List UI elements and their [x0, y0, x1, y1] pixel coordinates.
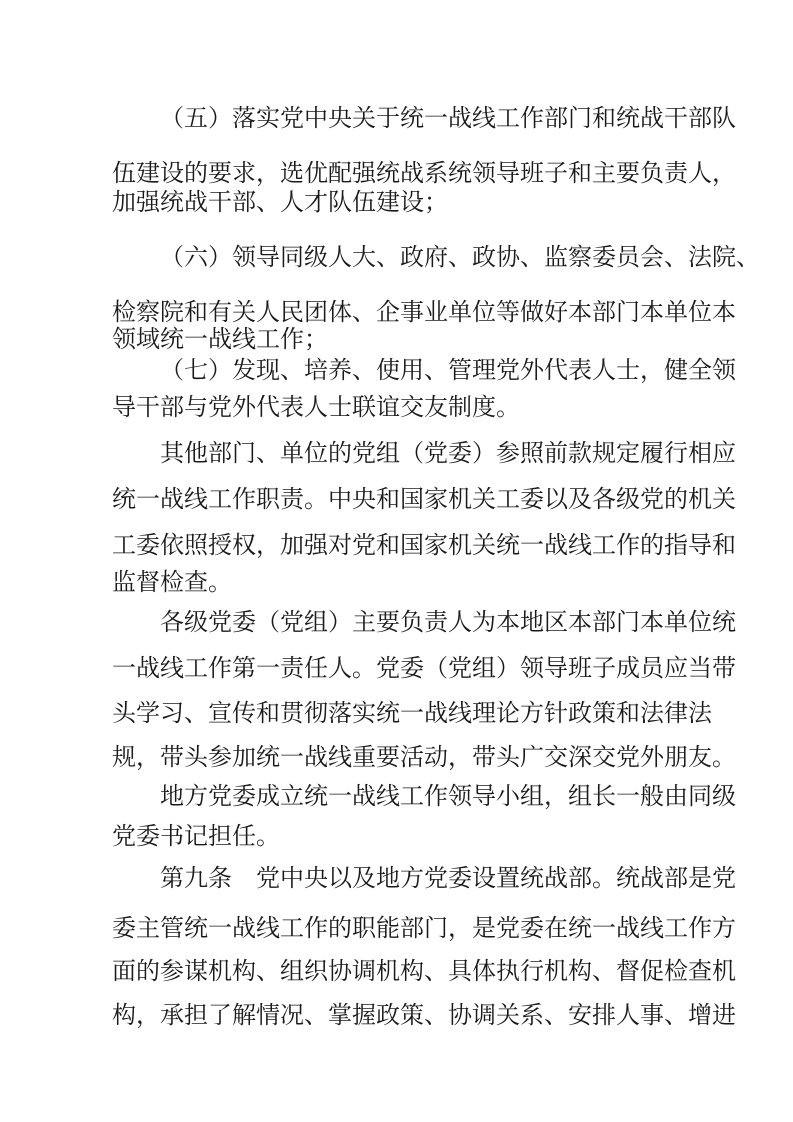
- text-line: 第九条 党中央以及地方党委设置统战部。统战部是党: [160, 864, 736, 892]
- text-line: 检察院和有关人民团体、企事业单位等做好本部门本单位本: [112, 298, 736, 326]
- text-line: 工委依照授权，加强对党和国家机关统一战线工作的指导和: [112, 531, 736, 559]
- text-line: 导干部与党外代表人士联谊交友制度。: [112, 393, 520, 421]
- text-line: 头学习、宣传和贯彻落实统一战线理论方针政策和法律法: [112, 699, 712, 727]
- text-line: 地方党委成立统一战线工作领导小组，组长一般由同级: [160, 782, 736, 810]
- text-line: 统一战线工作职责。中央和国家机关工委以及各级党的机关: [112, 485, 736, 513]
- text-line: 党委书记担任。: [112, 822, 280, 850]
- text-line: （七）发现、培养、使用、管理党外代表人士，健全领: [160, 356, 736, 384]
- text-line: 监督检查。: [112, 568, 232, 596]
- text-line: 面的参谋机构、组织协调机构、具体执行机构、督促检查机: [112, 957, 736, 985]
- text-line: 构，承担了解情况、掌握政策、协调关系、安排人事、增进: [112, 1001, 736, 1029]
- text-line: 规，带头参加统一战线重要活动，带头广交深交党外朋友。: [112, 743, 736, 771]
- text-line: 领域统一战线工作；: [112, 325, 328, 353]
- text-line: 委主管统一战线工作的职能部门，是党委在统一战线工作方: [112, 914, 736, 942]
- text-line: 加强统战干部、人才队伍建设；: [112, 188, 448, 216]
- text-line: 其他部门、单位的党组（党委）参照前款规定履行相应: [160, 439, 736, 467]
- text-line: 伍建设的要求，选优配强统战系统领导班子和主要负责人，: [112, 159, 736, 187]
- text-line: （五）落实党中央关于统一战线工作部门和统战干部队: [160, 104, 736, 132]
- text-line: （六）领导同级人大、政府、政协、监察委员会、法院、: [160, 243, 760, 271]
- text-line: 各级党委（党组）主要负责人为本地区本部门本单位统: [160, 608, 736, 636]
- text-line: 一战线工作第一责任人。党委（党组）领导班子成员应当带: [112, 654, 736, 682]
